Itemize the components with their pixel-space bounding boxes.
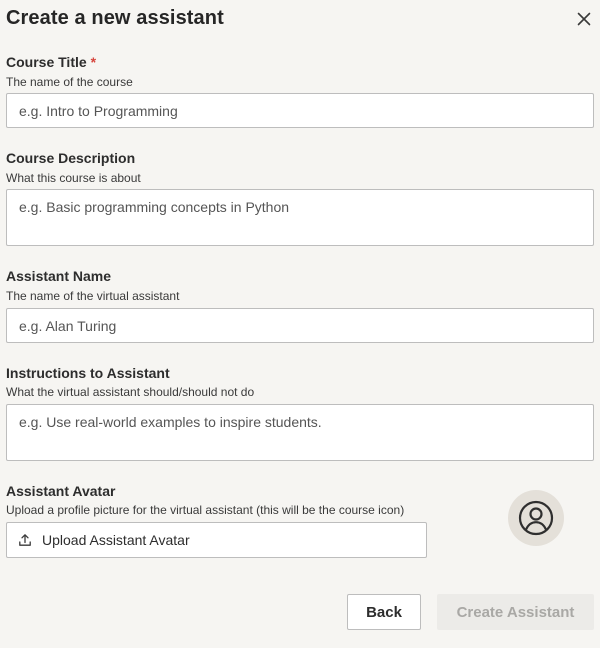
close-button[interactable] bbox=[574, 9, 594, 29]
assistant-name-label: Assistant Name bbox=[6, 268, 112, 284]
assistant-avatar-hint: Upload a profile picture for the virtual assistant (this will be the course icon) bbox=[6, 503, 405, 517]
course-description-hint: What this course is about bbox=[6, 171, 141, 185]
user-circle-icon bbox=[518, 500, 554, 536]
upload-icon bbox=[18, 533, 32, 547]
course-title-input[interactable] bbox=[6, 93, 594, 128]
assistant-name-input[interactable] bbox=[6, 308, 594, 343]
course-title-label bbox=[6, 54, 96, 70]
avatar bbox=[508, 490, 564, 546]
required-mark: * bbox=[90, 54, 97, 70]
course-title-label-text: Course Title bbox=[6, 54, 87, 70]
create-assistant-button[interactable]: Create Assistant bbox=[437, 594, 594, 630]
back-button[interactable]: Back bbox=[347, 594, 421, 630]
dialog-title: Create a new assistant bbox=[6, 7, 224, 29]
instructions-hint: What the virtual assistant should/should not do bbox=[6, 385, 255, 399]
assistant-name-hint: The name of the virtual assistant bbox=[6, 289, 180, 303]
instructions-input[interactable] bbox=[6, 404, 594, 461]
assistant-avatar-label: Assistant Avatar bbox=[6, 483, 116, 499]
course-description-input[interactable] bbox=[6, 189, 594, 246]
course-title-hint: The name of the course bbox=[6, 75, 133, 89]
close-icon bbox=[577, 12, 591, 26]
upload-avatar-label: Upload Assistant Avatar bbox=[42, 532, 190, 548]
upload-avatar-button[interactable] bbox=[6, 522, 427, 558]
course-description-label: Course Description bbox=[6, 150, 136, 166]
instructions-label: Instructions to Assistant bbox=[6, 365, 170, 381]
